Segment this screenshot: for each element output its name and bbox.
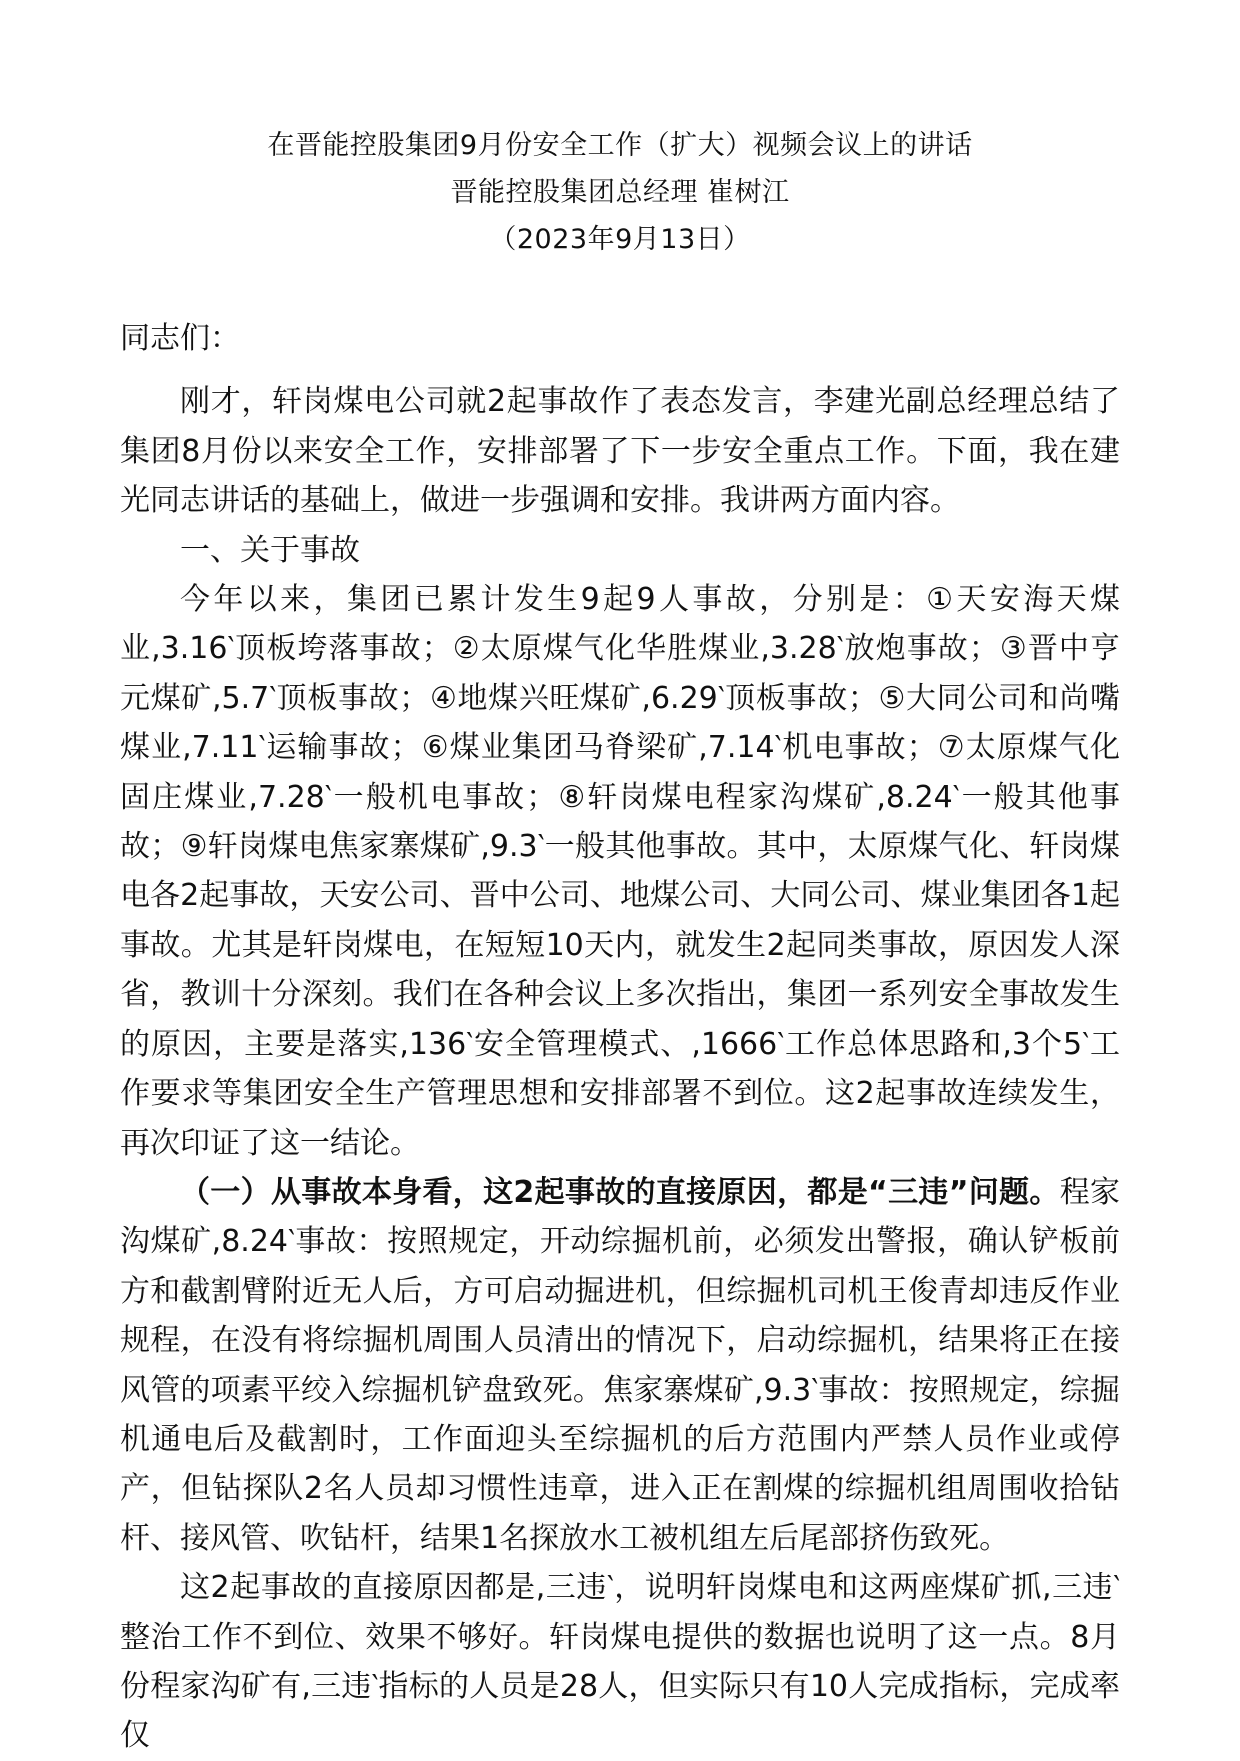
- salutation: 同志们：: [120, 321, 240, 356]
- speech-date: （2023年9月13日）: [489, 224, 751, 255]
- subsection-body: 程家沟煤矿,8.24‵事故：按照规定，开动综掘机前，必须发出警报，确认铲板前方和截割臂附近无人后，方可启动掘进机，但综掘机司机王俊青却违反作业规程，在没有将综掘机周围人员清出的情况下，启动综掘机，结果将正在接风管的项素平绞入综掘机铲盘致死。焦家寨煤矿,9.3‵事故：按照规定，综掘机通电后及截割时，工作面迎头至综掘机的后方范围内严禁人员作业或停产，但钻探队2名人员却习惯性违章，进入正在割煤的综掘机组周围收拾钻杆、接风管、吹钻杆，结果1名探放水工被机组左后尾部挤伤致死。: [120, 1174, 1120, 1556]
- document-header: [120, 122, 1120, 263]
- accident-list-paragraph: 今年以来，集团已累计发生9起9人事故，分别是：①天安海天煤业,3.16‵顶板垮落事故；②太原煤气化华胜煤业,3.28‵放炮事故；③晋中亨元煤矿,5.7‵顶板事故；④地煤兴旺煤矿,6.29‵顶板事故；⑤大同公司和尚嘴煤业,7.11‵运输事故；⑥煤业集团马脊梁矿,7.14‵机电事故；⑦太原煤气化固庄煤业,7.28‵一般机电事故；⑧轩岗煤电程家沟煤矿,8.24‵一般其他事故；⑨轩岗煤电焦家寨煤矿,9.3‵一般其他事故。其中，太原煤气化、轩岗煤电各2起事故，天安公司、晋中公司、地煤公司、大同公司、煤业集团各1起事故。尤其是轩岗煤电，在短短10天内，就发生2起同类事故，原因发人深省，教训十分深刻。我们在各种会议上多次指出，集团一系列安全事故发生的原因，主要是落实,136‵安全管理模式、,1666‵工作总体思路和,3个5‵工作要求等集团安全生产管理思想和安排部署不到位。这2起事故连续发生，再次印证了这一结论。: [120, 582, 1120, 1161]
- subsection-paragraph: [120, 1168, 1120, 1563]
- closing-paragraph: 这2起事故的直接原因都是,三违‵，说明轩岗煤电和这两座煤矿抓,三违‵整治工作不到位、效果不够好。轩岗煤电提供的数据也说明了这一点。8月份程家沟矿有,三违‵指标的人员是28人，但实际只有10人完成指标，完成率仅: [120, 1570, 1120, 1754]
- speaker-line: 晋能控股集团总经理 崔树江: [450, 177, 790, 208]
- subsection-heading: （一）从事故本身看，这2起事故的直接原因，都是“三违”问题。: [180, 1174, 1060, 1210]
- section-heading-accidents: 一、关于事故: [180, 532, 360, 568]
- speech-title: 在晋能控股集团9月份安全工作（扩大）视频会议上的讲话: [267, 130, 973, 161]
- document-body: [120, 314, 1120, 1761]
- intro-paragraph: 刚才，轩岗煤电公司就2起事故作了表态发言，李建光副总经理总结了集团8月份以来安全工作，安排部署了下一步安全重点工作。下面，我在建光同志讲话的基础上，做进一步强调和安排。我讲两方面内容。: [120, 384, 1120, 519]
